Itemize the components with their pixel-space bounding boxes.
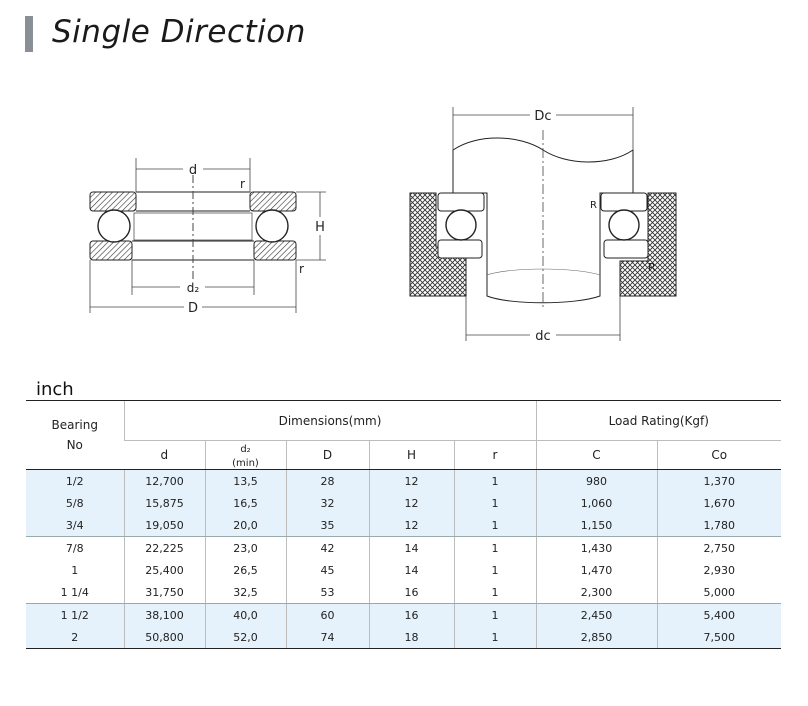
cell-d: 45: [286, 559, 369, 581]
table-row: [26, 537, 781, 560]
header-load-rating: Load Rating(Kgf): [536, 401, 781, 441]
cell-r: 1: [454, 581, 536, 604]
cell-no: 1/2: [26, 470, 124, 493]
cell-d: 31,750: [124, 581, 205, 604]
header-D: D: [286, 441, 369, 470]
cell-c: 1,150: [536, 514, 657, 537]
header-C: C: [536, 441, 657, 470]
cell-d2: 20,0: [205, 514, 286, 537]
cell-d2: 32,5: [205, 581, 286, 604]
cell-h: 14: [369, 537, 454, 560]
cell-d: 74: [286, 626, 369, 649]
cell-c: 1,430: [536, 537, 657, 560]
cell-c: 1,470: [536, 559, 657, 581]
cell-c: 2,850: [536, 626, 657, 649]
cell-no: 2: [26, 626, 124, 649]
header-row-sub: [26, 441, 781, 470]
cell-h: 14: [369, 559, 454, 581]
cell-co: 1,670: [657, 492, 781, 514]
cell-co: 1,370: [657, 470, 781, 493]
table-row: [26, 492, 781, 514]
upper-washer-right: [250, 192, 296, 211]
cell-co: 2,750: [657, 537, 781, 560]
cell-co: 7,500: [657, 626, 781, 649]
cell-d2: 16,5: [205, 492, 286, 514]
label-d: d: [188, 163, 198, 178]
header-d2-min: d₂ (min): [205, 441, 286, 470]
header-r: r: [454, 441, 536, 470]
cell-r: 1: [454, 537, 536, 560]
table-row: [26, 604, 781, 627]
label-dc: dc: [535, 329, 551, 344]
ball-right: [256, 210, 288, 242]
cell-d: 25,400: [124, 559, 205, 581]
cell-no: 1 1/4: [26, 581, 124, 604]
cell-h: 12: [369, 514, 454, 537]
cell-c: 980: [536, 470, 657, 493]
lower-washer-right: [254, 241, 296, 260]
cell-d: 38,100: [124, 604, 205, 627]
mounted-washer-right-bottom: [604, 240, 648, 258]
cell-co: 5,000: [657, 581, 781, 604]
header-bearing-no: Bearing No: [26, 401, 124, 470]
cell-h: 16: [369, 581, 454, 604]
cell-c: 2,450: [536, 604, 657, 627]
mounted-washer-right-top: [601, 193, 647, 211]
table-row: [26, 581, 781, 604]
right-mounting-section: [410, 107, 676, 341]
cell-d: 19,050: [124, 514, 205, 537]
page-title: Single Direction: [52, 14, 306, 50]
cell-d: 60: [286, 604, 369, 627]
cell-d: 22,225: [124, 537, 205, 560]
cell-no: 1 1/2: [26, 604, 124, 627]
cell-h: 18: [369, 626, 454, 649]
cell-d2: 52,0: [205, 626, 286, 649]
cell-d2: 23,0: [205, 537, 286, 560]
table-row: [26, 470, 781, 493]
label-D: D: [187, 301, 199, 316]
mounted-washer-left-bottom: [438, 240, 482, 258]
cell-d2: 26,5: [205, 559, 286, 581]
label-R-outer: R: [648, 261, 656, 274]
cell-d: 50,800: [124, 626, 205, 649]
cell-no: 7/8: [65, 541, 84, 555]
cell-r: 1: [454, 470, 536, 493]
label-H: H: [315, 220, 325, 235]
cell-d2: 13,5: [205, 470, 286, 493]
cell-h: 16: [369, 604, 454, 627]
cell-d: 15,875: [124, 492, 205, 514]
cell-r: 1: [454, 626, 536, 649]
lower-washer-left: [90, 241, 132, 260]
cell-d: 12,700: [124, 470, 205, 493]
cell-h: 12: [369, 492, 454, 514]
cell-d: 32: [286, 492, 369, 514]
cell-d2: 40,0: [205, 604, 286, 627]
cell-c: 1,060: [536, 492, 657, 514]
label-d2: d₂: [186, 281, 200, 295]
label-Dc: Dc: [534, 109, 552, 124]
header-dimensions: Dimensions(mm): [124, 401, 536, 441]
cell-no: 5/8: [26, 492, 124, 514]
label-r-bottom: r: [299, 262, 304, 276]
cell-d: 35: [286, 514, 369, 537]
label-R-inner: R: [590, 200, 597, 211]
mounted-ball-right: [609, 210, 639, 240]
table-row: [26, 559, 781, 581]
table-row: [26, 514, 781, 537]
header-row-main: [26, 401, 781, 441]
cell-d: 42: [286, 537, 369, 560]
upper-washer-left: [90, 192, 136, 211]
header-Co: Co: [657, 441, 781, 470]
cell-r: 1: [454, 492, 536, 514]
header-d: d: [124, 441, 205, 470]
ball-left: [98, 210, 130, 242]
cell-d: 28: [286, 470, 369, 493]
spec-table: [26, 400, 781, 649]
title-accent-bar: [25, 16, 33, 52]
cell-h: 12: [369, 470, 454, 493]
cell-co: 2,930: [657, 559, 781, 581]
left-bearing-section: [90, 158, 326, 313]
unit-label: inch: [36, 379, 74, 400]
cell-r: 1: [454, 604, 536, 627]
cell-co: 5,400: [657, 604, 781, 627]
table-row: [26, 626, 781, 649]
cell-c: 2,300: [536, 581, 657, 604]
cell-no: 3/4: [26, 514, 124, 537]
mounted-ball-left: [446, 210, 476, 240]
cell-r: 1: [454, 514, 536, 537]
mounted-washer-left-top: [438, 193, 484, 211]
bearing-drawing: [0, 95, 808, 355]
cell-d: 53: [286, 581, 369, 604]
label-r-top: r: [240, 177, 245, 191]
header-H: H: [369, 441, 454, 470]
cell-r: 1: [454, 559, 536, 581]
cell-co: 1,780: [657, 514, 781, 537]
cell-no: 1: [71, 563, 79, 577]
